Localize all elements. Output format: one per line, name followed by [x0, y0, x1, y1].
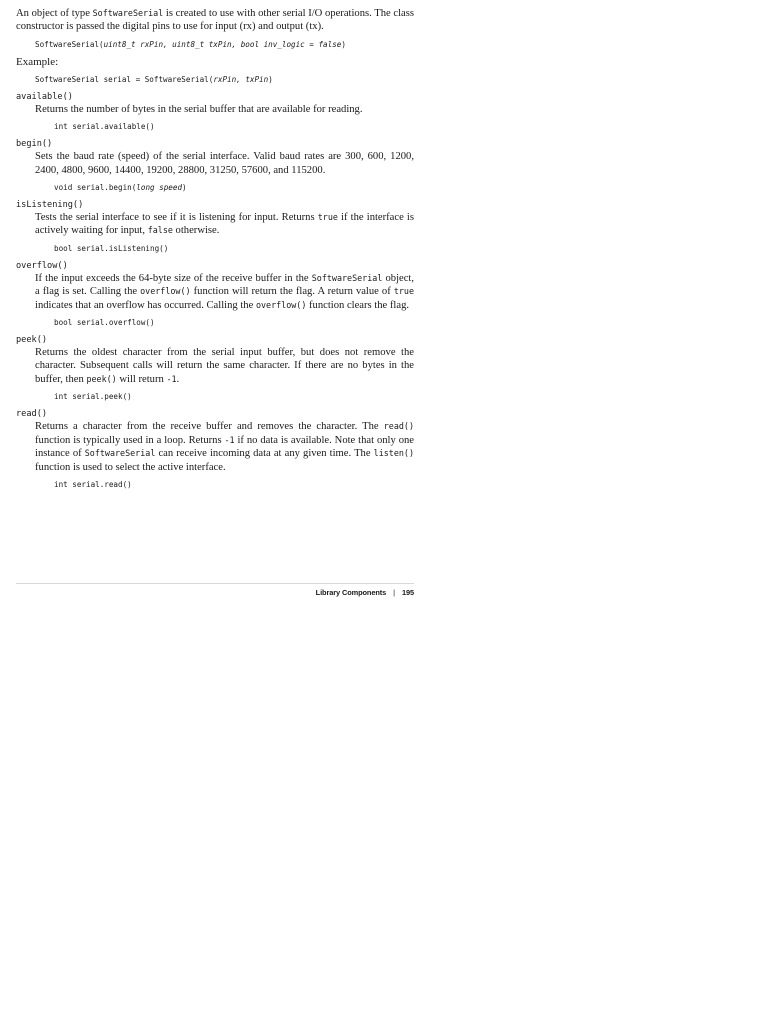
- code-params: long speed: [136, 183, 183, 193]
- page-footer: [16, 588, 414, 597]
- inline-code: peek(): [86, 373, 117, 384]
- inline-code: overflow(): [140, 286, 191, 297]
- desc-text: otherwise.: [172, 225, 220, 237]
- entry-name-overflow: overflow(): [16, 260, 68, 271]
- inline-code: -1: [224, 434, 235, 445]
- entry-sig-peek: int serial.peek(): [54, 392, 132, 402]
- intro-paragraph: [16, 7, 414, 34]
- document-page: [16, 6, 414, 490]
- desc-text: Returns a character from the receive buffer and removes the character. The: [35, 421, 384, 433]
- desc-text: .: [176, 373, 180, 385]
- entry-desc-islistening: [16, 211, 414, 238]
- entry-name-available: available(): [16, 91, 73, 102]
- desc-text: can receive incoming data at any given time. The: [155, 448, 374, 460]
- code-params: uint8_t rxPin, uint8_t txPin, bool inv_logic = false: [103, 39, 342, 49]
- entry-name-begin: begin(): [16, 139, 53, 150]
- entry-sig-read: int serial.read(): [54, 479, 132, 489]
- desc-text: function clears the flag.: [306, 299, 410, 311]
- footer-section-title: Library Components: [315, 588, 387, 597]
- entry-desc-read: [16, 420, 414, 474]
- code-text: void serial.begin(: [54, 183, 137, 193]
- desc-text: If the input exceeds the 64-byte size of the receive buffer in the: [35, 272, 312, 284]
- code-text: ): [182, 183, 187, 193]
- entry-desc-peek: [16, 346, 414, 386]
- code-text: SoftwareSerial(: [35, 39, 104, 49]
- inline-code: true: [393, 286, 414, 297]
- entry-sig-begin: [16, 182, 414, 193]
- inline-code: listen(): [373, 448, 414, 459]
- intro-text: An object of type: [16, 8, 93, 19]
- code-text: SoftwareSerial serial = SoftwareSerial(: [35, 74, 214, 84]
- desc-text: function is used to select the active interface.: [35, 461, 226, 473]
- entry-name-islistening: isListening(): [16, 200, 84, 211]
- constructor-signature: [16, 39, 414, 50]
- entry-desc-overflow: [16, 272, 414, 312]
- entry-desc-available: Returns the number of bytes in the serial buffer that are available for reading.: [35, 103, 363, 115]
- inline-code: overflow(): [255, 299, 307, 310]
- inline-code: SoftwareSerial: [92, 8, 164, 18]
- footer-divider: [16, 583, 414, 584]
- code-text: ): [341, 39, 346, 49]
- desc-text: function will return the flag. A return value of: [190, 286, 394, 298]
- entry-name-read: read(): [16, 409, 48, 420]
- intro-text: is created to use with other serial I/O operations. The class constructor is passed the digital pins to use for input (rx) and output (tx).: [16, 8, 414, 33]
- code-text: ): [268, 74, 273, 84]
- code-params: rxPin, txPin: [213, 74, 269, 84]
- example-code: [16, 74, 414, 85]
- desc-text: if the interface is actively waiting for input,: [35, 212, 414, 237]
- example-label: Example:: [16, 55, 59, 68]
- entry-name-peek: peek(): [16, 335, 48, 346]
- entry-sig-available: int serial.available(): [54, 122, 155, 132]
- page-number: 195: [401, 588, 414, 597]
- inline-code: true: [317, 212, 338, 223]
- desc-text: Returns the oldest character from the serial input buffer, but does not remove the character. Subsequent calls will return the same character. If there are no bytes in the buffer, then: [35, 347, 414, 385]
- inline-code: -1: [166, 373, 177, 384]
- entry-sig-islistening: bool serial.isListening(): [54, 243, 169, 253]
- desc-text: object, a flag is set. Calling the: [35, 272, 415, 298]
- desc-text: if no data is available. Note that only one instance of: [35, 434, 414, 460]
- desc-text: will return: [116, 373, 167, 385]
- inline-code: read(): [383, 421, 414, 432]
- entry-sig-overflow: bool serial.overflow(): [54, 318, 155, 328]
- inline-code: false: [147, 225, 173, 236]
- entry-desc-begin: Sets the baud rate (speed) of the serial interface. Valid baud rates are 300, 600, 1200, 2400, 4800, 9600, 14400, 19200, 28800, 31250, 57600, and 115200.: [35, 151, 414, 176]
- inline-code: SoftwareSerial: [84, 448, 156, 459]
- desc-text: function is typically used in a loop. Returns: [35, 434, 225, 446]
- desc-text: indicates that an overflow has occurred. Calling the: [35, 299, 256, 311]
- desc-text: Tests the serial interface to see if it is listening for input. Returns: [35, 212, 318, 224]
- inline-code: SoftwareSerial: [311, 272, 383, 283]
- footer-separator: |: [393, 588, 395, 597]
